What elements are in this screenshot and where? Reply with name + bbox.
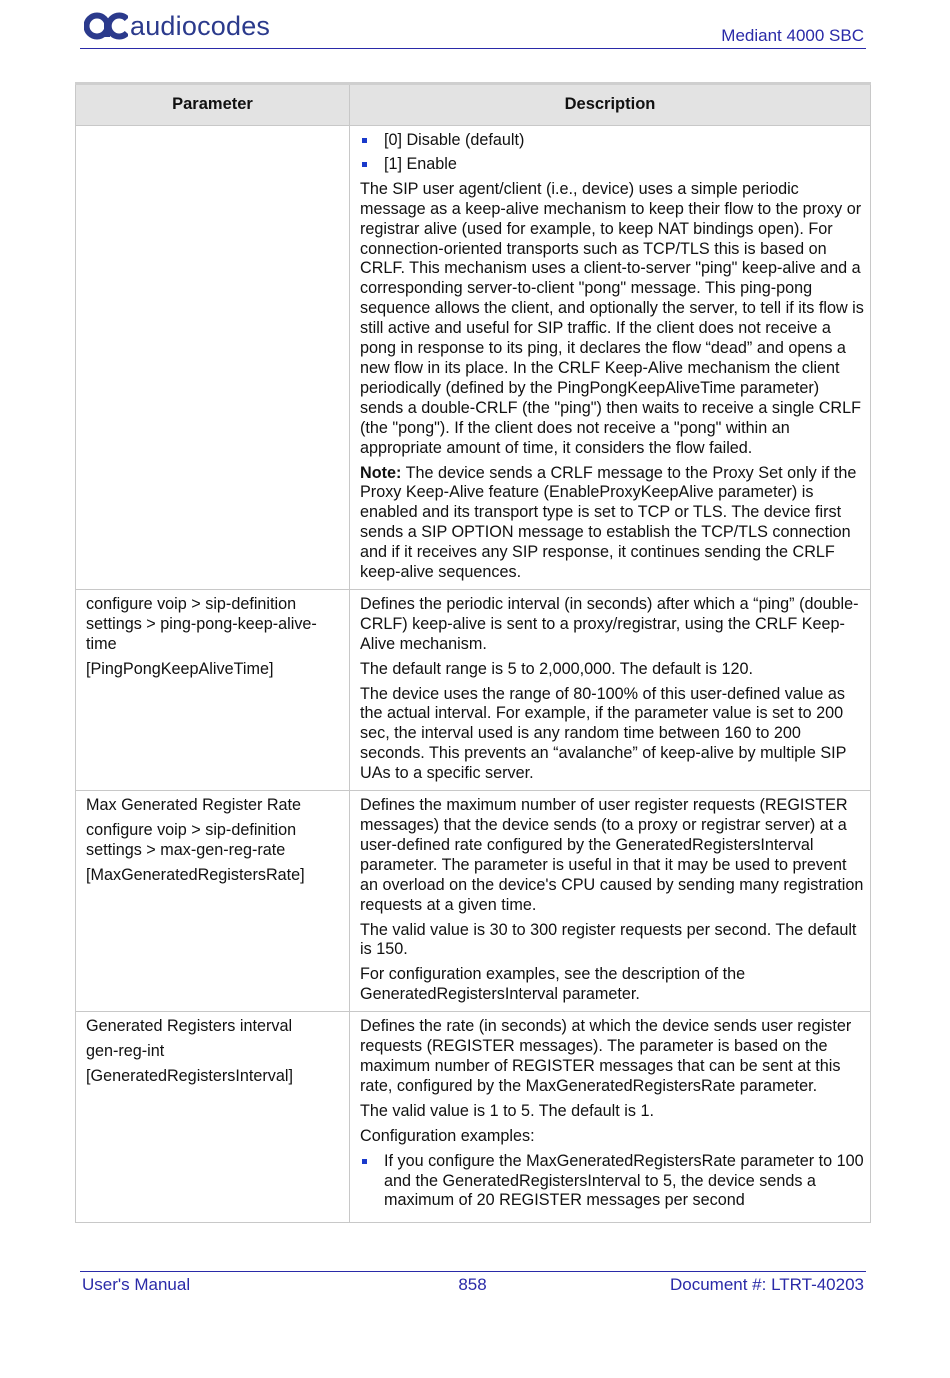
description-paragraph: The valid value is 30 to 300 register requests per second. The default is 150.: [360, 920, 857, 959]
document-product-title: Mediant 4000 SBC: [721, 26, 864, 45]
table-header-row: [76, 84, 871, 126]
description-paragraph: The device uses the range of 80-100% of this user-defined value as the actual interval. For example, if the parameter value is set to 200 sec, the interval used is any random time between 160 to 200 seconds. This prevents an “avalanche” of keep-alive by multiple SIP UAs to a specific server.: [360, 684, 847, 783]
page-number: 858: [458, 1275, 487, 1294]
description-cell: [350, 126, 871, 590]
column-header-parameter: Parameter: [76, 84, 350, 126]
cli-command: configure voip > sip-definition settings > max-gen-reg-rate: [86, 821, 297, 859]
list-item: [0] Disable (default): [360, 131, 864, 151]
parameter-cell: [76, 791, 350, 1012]
description-cell: [350, 1012, 871, 1223]
ini-parameter-name: [GeneratedRegistersInterval]: [86, 1066, 293, 1085]
audiocodes-logo-icon: [84, 11, 128, 41]
description-cell: [350, 589, 871, 790]
header-divider: [80, 48, 866, 49]
list-item: If you configure the MaxGeneratedRegistersRate parameter to 100 and the GeneratedRegistersInterval to 5, the device sends a maximum of 20 REGISTER messages per second: [360, 1152, 864, 1212]
table-row: [76, 126, 871, 590]
description-paragraph: The valid value is 1 to 5. The default is 1.: [360, 1101, 654, 1120]
description-paragraph: The default range is 5 to 2,000,000. The default is 120.: [360, 659, 753, 678]
description-paragraph: Defines the rate (in seconds) at which the device sends user register requests (REGISTER messages). The parameter is based on the maximum number of REGISTER messages that can be sent at this rate, configured by the MaxGeneratedRegistersRate parameter.: [360, 1017, 852, 1095]
parameter-cell: [76, 1012, 350, 1223]
option-list: [360, 131, 864, 175]
table-row: [76, 791, 871, 1012]
ini-parameter-name: [MaxGeneratedRegistersRate]: [86, 865, 305, 884]
list-item: [1] Enable: [360, 155, 864, 175]
cli-command: configure voip > sip-definition settings > ping-pong-keep-alive-time: [86, 594, 317, 653]
ini-parameter-name: [PingPongKeepAliveTime]: [86, 659, 274, 678]
note-paragraph: [360, 464, 864, 583]
table-row: [76, 1012, 871, 1223]
description-paragraph: Defines the periodic interval (in seconds) after which a “ping” (double-CRLF) keep-alive is sent to a proxy/registrar, using the CRLF Keep-Alive mechanism.: [360, 594, 859, 653]
description-paragraph: Configuration examples:: [360, 1126, 535, 1145]
audiocodes-logo: [84, 10, 270, 42]
logo-wordmark: audiocodes: [130, 10, 271, 41]
document-number: Document #: LTRT-40203: [669, 1275, 864, 1294]
description-cell: [350, 791, 871, 1012]
note-label: Note:: [360, 463, 402, 482]
example-list: [360, 1152, 864, 1212]
description-paragraph: For configuration examples, see the description of the GeneratedRegistersInterval parameter.: [360, 965, 746, 1004]
description-paragraph: The SIP user agent/client (i.e., device) uses a simple periodic message as a keep-alive mechanism to keep their flow to the proxy or registrar alive (used for example, to keep NAT bindings open). For connection-oriented transports such as TCP/TLS this is based on CRLF. This mechanism uses a client-to-server "ping" keep-alive and a corresponding server-to-client "pong" message. This ping-pong sequence allows the client, and optionally the server, to tell if its flow is still active and useful for SIP traffic. If the client does not receive a pong in response to its ping, it declares the flow “dead” and opens a new flow in its place. In the CRLF Keep-Alive mechanism the client periodically (defined by the PingPongKeepAliveTime parameter) sends a double-CRLF (the "ping") then waits to receive a single CRLF (the "pong"). If the client does not receive a "pong" within an appropriate amount of time, it considers the flow failed.: [360, 179, 864, 457]
parameter-table: [75, 82, 871, 1223]
note-text: The device sends a CRLF message to the Proxy Set only if the Proxy Keep-Alive feature (EnableProxyKeepAlive parameter) is enabled and its transport type is set to TCP or TLS. The device first sends a SIP OPTION message to establish the TCP/TLS connection and if it receives any SIP response, it continues sending the CRLF keep-alive sequences.: [360, 463, 857, 582]
column-header-description: Description: [350, 84, 871, 126]
table-row: [76, 589, 871, 790]
parameter-cell: [76, 589, 350, 790]
parameter-cell: [76, 126, 350, 590]
cli-command: gen-reg-int: [86, 1042, 165, 1061]
footer-manual-title: User's Manual: [82, 1275, 191, 1294]
footer-divider: [80, 1271, 866, 1272]
parameter-display-name: Generated Registers interval: [86, 1017, 293, 1036]
description-paragraph: Defines the maximum number of user register requests (REGISTER messages) that the device sends (to a proxy or registrar server) at a user-defined rate configured by the GeneratedRegistersInterval parameter. The parameter is useful in that it may be used to prevent an overload on the device's CPU caused by sending many registration requests at a given time.: [360, 796, 864, 914]
parameter-display-name: Max Generated Register Rate: [86, 796, 302, 815]
